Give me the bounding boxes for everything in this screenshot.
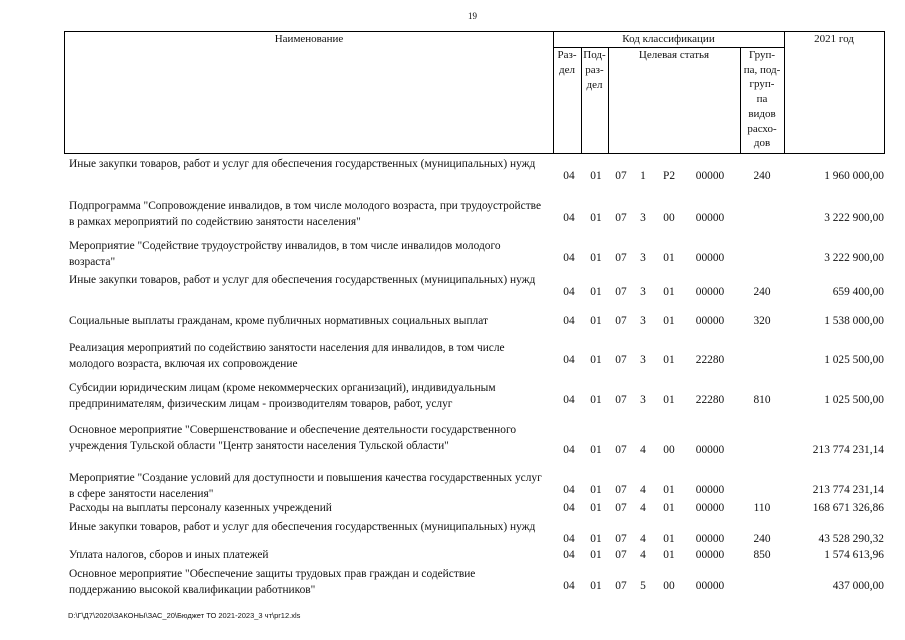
row-razdel-cell: 04 [563, 533, 575, 545]
row-podrazdel-cell: 01 [590, 286, 602, 298]
row-target-3-cell: 00 [663, 212, 675, 224]
row-target-4-cell: 22280 [695, 394, 725, 406]
row-target-4-cell: 00000 [695, 444, 725, 456]
row-podrazdel-cell: 01 [590, 502, 602, 514]
row-target-4-cell: 22280 [695, 354, 725, 366]
table-row [64, 380, 894, 412]
header-razdel: Раз- дел [557, 49, 577, 76]
row-target-2-cell: 3 [640, 315, 646, 327]
row-target-2-cell: 4 [640, 502, 646, 514]
table-row [64, 500, 894, 516]
row-target-1-cell: 07 [615, 286, 627, 298]
row-razdel-cell: 04 [563, 252, 575, 264]
row-target-2-cell: 3 [640, 286, 646, 298]
row-target-2-cell: 4 [640, 533, 646, 545]
table-row [64, 238, 894, 270]
row-podrazdel-cell: 01 [590, 533, 602, 545]
row-podrazdel-cell: 01 [590, 394, 602, 406]
row-target-1-cell: 07 [615, 212, 627, 224]
row-name: Иные закупки товаров, работ и услуг для обеспечения государственных (муниципальных) нужд [69, 521, 536, 533]
row-group-cell: 110 [753, 502, 771, 514]
header-code-group: Код классификации [622, 33, 715, 45]
table-row [64, 566, 894, 598]
row-target-4-cell: 00000 [695, 252, 725, 264]
row-target-3-cell: 01 [663, 252, 675, 264]
row-amount: 3 222 900,00 [824, 252, 884, 264]
row-target-1-cell: 07 [615, 580, 627, 592]
row-name: Мероприятие "Создание условий для доступности и повышения качества государственных услуг в сфере занятости населения" [69, 472, 542, 500]
row-name: Мероприятие "Содействие трудоустройству инвалидов, в том числе инвалидов молодого возраста" [69, 240, 501, 268]
row-podrazdel-cell: 01 [590, 484, 602, 496]
header-group: Груп- па, под- груп- па видов расхо- дов [743, 49, 781, 150]
table-row [64, 272, 894, 304]
row-razdel-cell: 04 [563, 170, 575, 182]
row-amount: 213 774 231,14 [812, 484, 884, 496]
row-target-2-cell: 3 [640, 354, 646, 366]
page-number: 19 [468, 11, 477, 21]
row-target-3-cell: 01 [663, 394, 675, 406]
file-path: D:\Г\Д7\2020\ЗАКОНЫ\ЗАС_20\Бюджет ТО 2021-2023_3 чт\pr12.xls [68, 611, 301, 620]
table-row [64, 156, 894, 188]
row-target-1-cell: 07 [615, 484, 627, 496]
row-target-4-cell: 00000 [695, 315, 725, 327]
row-amount: 1 025 500,00 [824, 394, 884, 406]
row-razdel-cell: 04 [563, 444, 575, 456]
row-amount: 437 000,00 [832, 580, 884, 592]
row-name: Субсидии юридическим лицам (кроме некоммерческих организаций), индивидуальным предпринимателям, физическим лицам - производителям товаров, работ, услуг [69, 382, 496, 410]
row-target-2-cell: 3 [640, 212, 646, 224]
row-group-cell: 240 [753, 170, 771, 182]
row-target-3-cell: 01 [663, 286, 675, 298]
row-razdel-cell: 04 [563, 212, 575, 224]
row-target-4-cell: 00000 [695, 286, 725, 298]
row-target-4-cell: 00000 [695, 170, 725, 182]
row-target-4-cell: 00000 [695, 533, 725, 545]
table-row [64, 313, 894, 329]
row-name: Подпрограмма "Сопровождение инвалидов, в том числе молодого возраста, при трудоустройстве в рамках мероприятий по содействию занятости населения" [69, 200, 542, 228]
row-target-1-cell: 07 [615, 354, 627, 366]
row-target-3-cell: 01 [663, 502, 675, 514]
row-target-2-cell: 4 [640, 484, 646, 496]
row-amount: 1 574 613,96 [824, 549, 884, 561]
row-amount: 168 671 326,86 [812, 502, 884, 514]
row-target-1-cell: 07 [615, 170, 627, 182]
row-target-1-cell: 07 [615, 502, 627, 514]
row-target-2-cell: 3 [640, 394, 646, 406]
row-target-4-cell: 00000 [695, 484, 725, 496]
row-target-1-cell: 07 [615, 252, 627, 264]
row-razdel-cell: 04 [563, 315, 575, 327]
row-amount: 1 538 000,00 [824, 315, 884, 327]
row-target-4-cell: 00000 [695, 212, 725, 224]
row-razdel-cell: 04 [563, 354, 575, 366]
row-group-cell: 240 [753, 533, 771, 545]
row-name: Иные закупки товаров, работ и услуг для обеспечения государственных (муниципальных) нужд [69, 158, 536, 170]
row-razdel-cell: 04 [563, 580, 575, 592]
row-target-3-cell: 01 [663, 315, 675, 327]
row-target-4-cell: 00000 [695, 549, 725, 561]
row-target-1-cell: 07 [615, 315, 627, 327]
row-target-3-cell: 01 [663, 533, 675, 545]
row-amount: 1 025 500,00 [824, 354, 884, 366]
row-razdel-cell: 04 [563, 394, 575, 406]
table-row [64, 340, 894, 372]
row-target-3-cell: 00 [663, 444, 675, 456]
row-target-2-cell: 1 [640, 170, 646, 182]
table-row [64, 422, 894, 470]
row-target-1-cell: 07 [615, 533, 627, 545]
row-amount: 3 222 900,00 [824, 212, 884, 224]
row-target-3-cell: 01 [663, 549, 675, 561]
header-podrazdel: Под- раз- дел [583, 49, 606, 91]
header-name: Наименование [274, 33, 344, 45]
row-target-4-cell: 00000 [695, 502, 725, 514]
row-name: Иные закупки товаров, работ и услуг для обеспечения государственных (муниципальных) нужд [69, 274, 536, 286]
header-year: 2021 год [814, 33, 854, 45]
row-target-4-cell: 00000 [695, 580, 725, 592]
row-target-3-cell: P2 [662, 170, 676, 182]
table-header [64, 31, 885, 154]
row-group-cell: 240 [753, 286, 771, 298]
row-podrazdel-cell: 01 [590, 315, 602, 327]
row-target-1-cell: 07 [615, 444, 627, 456]
row-podrazdel-cell: 01 [590, 354, 602, 366]
row-group-cell: 810 [753, 394, 771, 406]
row-podrazdel-cell: 01 [590, 549, 602, 561]
row-podrazdel-cell: 01 [590, 580, 602, 592]
row-target-3-cell: 01 [663, 354, 675, 366]
table-row [64, 547, 894, 563]
table-row [64, 198, 894, 230]
row-amount: 213 774 231,14 [812, 444, 884, 456]
row-name: Реализация мероприятий по содействию занятости населения для инвалидов, в том числе молодого возраста, включая их сопровождение [69, 342, 505, 370]
row-target-1-cell: 07 [615, 549, 627, 561]
row-podrazdel-cell: 01 [590, 212, 602, 224]
header-target-article: Целевая статья [638, 49, 710, 61]
row-target-2-cell: 3 [640, 252, 646, 264]
row-name: Основное мероприятие "Обеспечение защиты трудовых прав граждан и содействие поддержанию высокой квалификации работников" [69, 568, 476, 596]
row-amount: 43 528 290,32 [818, 533, 884, 545]
row-razdel-cell: 04 [563, 502, 575, 514]
row-name: Расходы на выплаты персоналу казенных учреждений [69, 502, 332, 514]
row-target-3-cell: 01 [663, 484, 675, 496]
row-razdel-cell: 04 [563, 286, 575, 298]
row-name: Уплата налогов, сборов и иных платежей [69, 549, 269, 561]
row-target-2-cell: 4 [640, 444, 646, 456]
row-group-cell: 320 [753, 315, 771, 327]
row-amount: 1 960 000,00 [824, 170, 884, 182]
table-row [64, 470, 894, 502]
row-target-3-cell: 00 [663, 580, 675, 592]
row-podrazdel-cell: 01 [590, 444, 602, 456]
row-razdel-cell: 04 [563, 484, 575, 496]
row-group-cell: 850 [753, 549, 771, 561]
row-razdel-cell: 04 [563, 549, 575, 561]
row-target-2-cell: 5 [640, 580, 646, 592]
row-podrazdel-cell: 01 [590, 170, 602, 182]
row-name: Основное мероприятие "Совершенствование и обеспечение деятельности государственного учреждения Тульской области "Центр занятости населения Тульской области" [69, 424, 517, 452]
row-name: Социальные выплаты гражданам, кроме публичных нормативных социальных выплат [69, 315, 488, 327]
row-target-2-cell: 4 [640, 549, 646, 561]
row-podrazdel-cell: 01 [590, 252, 602, 264]
row-amount: 659 400,00 [832, 286, 884, 298]
row-target-1-cell: 07 [615, 394, 627, 406]
